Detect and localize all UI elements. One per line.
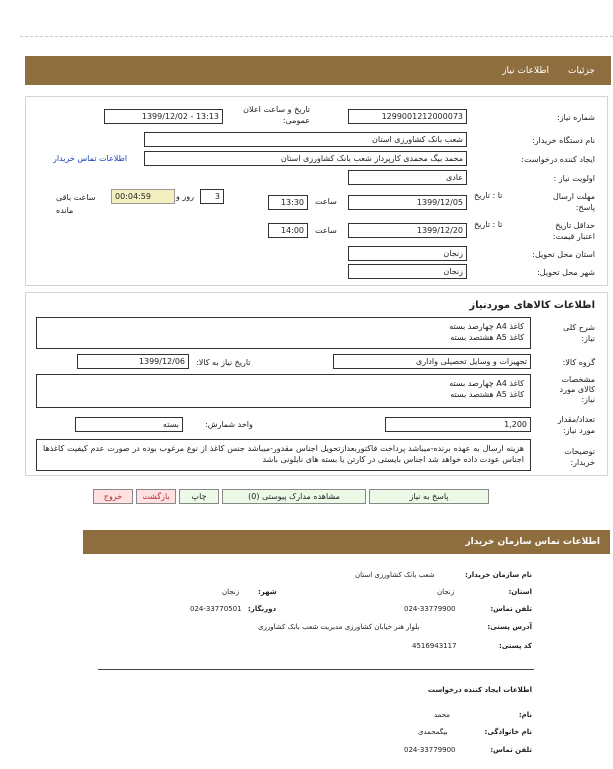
validity-to-date-label: تا : تاریخ (474, 220, 503, 229)
province-field: زنجان (348, 246, 467, 261)
contact-city-value: زنجان (222, 588, 240, 596)
summary-line: کاغذ A4 چهارصد بسته (449, 322, 524, 331)
contact-fax-value: 024-33770501 (190, 605, 242, 613)
days-remaining-field: 3 (200, 189, 224, 204)
tab-details[interactable]: جزئیات (568, 66, 595, 76)
need-number-field: 1299001212000073 (348, 109, 467, 124)
tab-need-info[interactable]: اطلاعات نیاز (502, 66, 549, 76)
notes-label: توضیحات خریدار: (564, 447, 595, 467)
contact-org-value: شعب بانک کشاورزی استان (355, 571, 435, 579)
group-field: تجهیزات و وسایل تحصیلی واداری (333, 354, 531, 369)
announce-date-label: تاریخ و ساعت اعلان عمومی: (243, 105, 310, 125)
summary-label: شرح کلی نیاز: (563, 323, 595, 343)
specs-line: کاغذ A4 چهارصد بسته (449, 379, 524, 388)
quantity-label: تعداد/مقدار مورد نیاز: (557, 415, 595, 435)
creator-label: ایجاد کننده درخواست: (521, 155, 595, 164)
reply-button[interactable]: پاسخ به نیاز (369, 489, 489, 504)
creator-phone-label: تلفن تماس: (490, 746, 532, 754)
print-button[interactable]: چاپ (179, 489, 219, 504)
notes-field: هزینه ارسال به عهده برنده-میباشد پرداخت فاکتوربعدازتحویل اجناس مقدور-میباشد جنس کاغذ از نوع مرغوب بوده در صورت عدم کیفیت کاغذها اجناس عودت داده خواهد شد اجناس بایستی در کارتن یا بسته های نایلونی باشد (36, 439, 531, 471)
deadline-date-field: 1399/12/05 (348, 195, 467, 210)
unit-label: واحد شمارش: (205, 420, 253, 429)
priority-label: اولویت نیاز : (553, 174, 595, 183)
contact-address-value: بلوار هنر خیابان کشاورزی مدیریت شعب بانک کشاورزی (258, 623, 420, 631)
contact-postal-value: 4516943117 (412, 642, 457, 650)
attachments-button[interactable]: مشاهده مدارک پیوستی (0) (222, 489, 366, 504)
creator-phone-value: 024-33779900 (404, 746, 456, 754)
contact-province-value: زنجان (437, 588, 455, 596)
city-label: شهر محل تحویل: (537, 268, 595, 277)
deadline-time-field: 13:30 (268, 195, 308, 210)
countdown-timer: 00:04:59 (111, 189, 175, 204)
specs-line: کاغذ A5 هشتصد بسته (450, 390, 524, 399)
back-button[interactable]: بازگشت (136, 489, 176, 504)
validity-time-field: 14:00 (268, 223, 308, 238)
contact-phone-label: تلفن تماس: (490, 605, 532, 613)
specs-field (36, 374, 531, 408)
validity-date-field: 1399/12/20 (348, 223, 467, 238)
contact-phone-value: 024-33779900 (404, 605, 456, 613)
contact-province-label: استان: (508, 588, 532, 596)
buyer-contact-link[interactable]: اطلاعات تماس خریدار (53, 154, 128, 163)
announce-date-field: 1399/12/02 - 13:13 (104, 109, 223, 124)
need-date-field: 1399/12/06 (77, 354, 189, 369)
contact-org-label: نام سازمان خریدار: (464, 571, 532, 579)
contact-postal-label: کد پستی: (498, 642, 532, 650)
remaining-time-label: ساعت باقی مانده (56, 193, 96, 215)
unit-field: بسته (75, 417, 183, 432)
specs-label: مشخصات کالای مورد نیاز: (559, 375, 595, 404)
goods-section-title: اطلاعات کالاهای موردنیاز (469, 300, 595, 311)
deadline-time-label: ساعت (315, 197, 337, 206)
buyer-org-label: نام دستگاه خریدار: (532, 136, 595, 145)
province-label: استان محل تحویل: (532, 250, 595, 259)
creator-name-label: نام: (518, 711, 532, 719)
need-number-label: شماره نیاز: (557, 113, 595, 122)
days-label: روز و (176, 192, 194, 201)
buyer-contact-header: اطلاعات تماس سازمان خریدار (83, 530, 610, 554)
quantity-field: 1,200 (385, 417, 531, 432)
contact-city-label: شهر: (258, 588, 277, 596)
deadline-to-date-label: تا : تاریخ (474, 191, 503, 200)
creator-name-value: محمد (434, 711, 450, 719)
buyer-org-field: شعب بانک کشاورزی استان (144, 132, 467, 147)
contact-divider (98, 669, 534, 670)
price-validity-label: حداقل تاریخ اعتبار قیمت: (552, 221, 595, 241)
group-label: گروه کالا: (562, 358, 595, 367)
validity-time-label: ساعت (315, 226, 337, 235)
contact-address-label: آدرس پستی: (487, 623, 532, 631)
deadline-label: مهلت ارسال پاسخ: (552, 192, 595, 212)
priority-field: عادی (348, 170, 467, 185)
need-date-label: تاریخ نیاز به کالا: (196, 358, 251, 367)
summary-field (36, 317, 531, 349)
creator-info-title: اطلاعات ایجاد کننده درخواست (427, 686, 532, 694)
creator-family-label: نام خانوادگی: (484, 728, 532, 736)
top-divider (20, 36, 613, 37)
creator-family-value: بیگمحمدی (418, 728, 448, 736)
contact-fax-label: دورنگار: (248, 605, 277, 613)
exit-button[interactable]: خروج (93, 489, 133, 504)
creator-field: محمد بیگ محمدی کارپرداز شعب بانک کشاورزی استان (144, 151, 467, 166)
details-header (25, 56, 611, 85)
city-field: زنجان (348, 264, 467, 279)
summary-line: کاغذ A5 هشتصد بسته (450, 333, 524, 342)
